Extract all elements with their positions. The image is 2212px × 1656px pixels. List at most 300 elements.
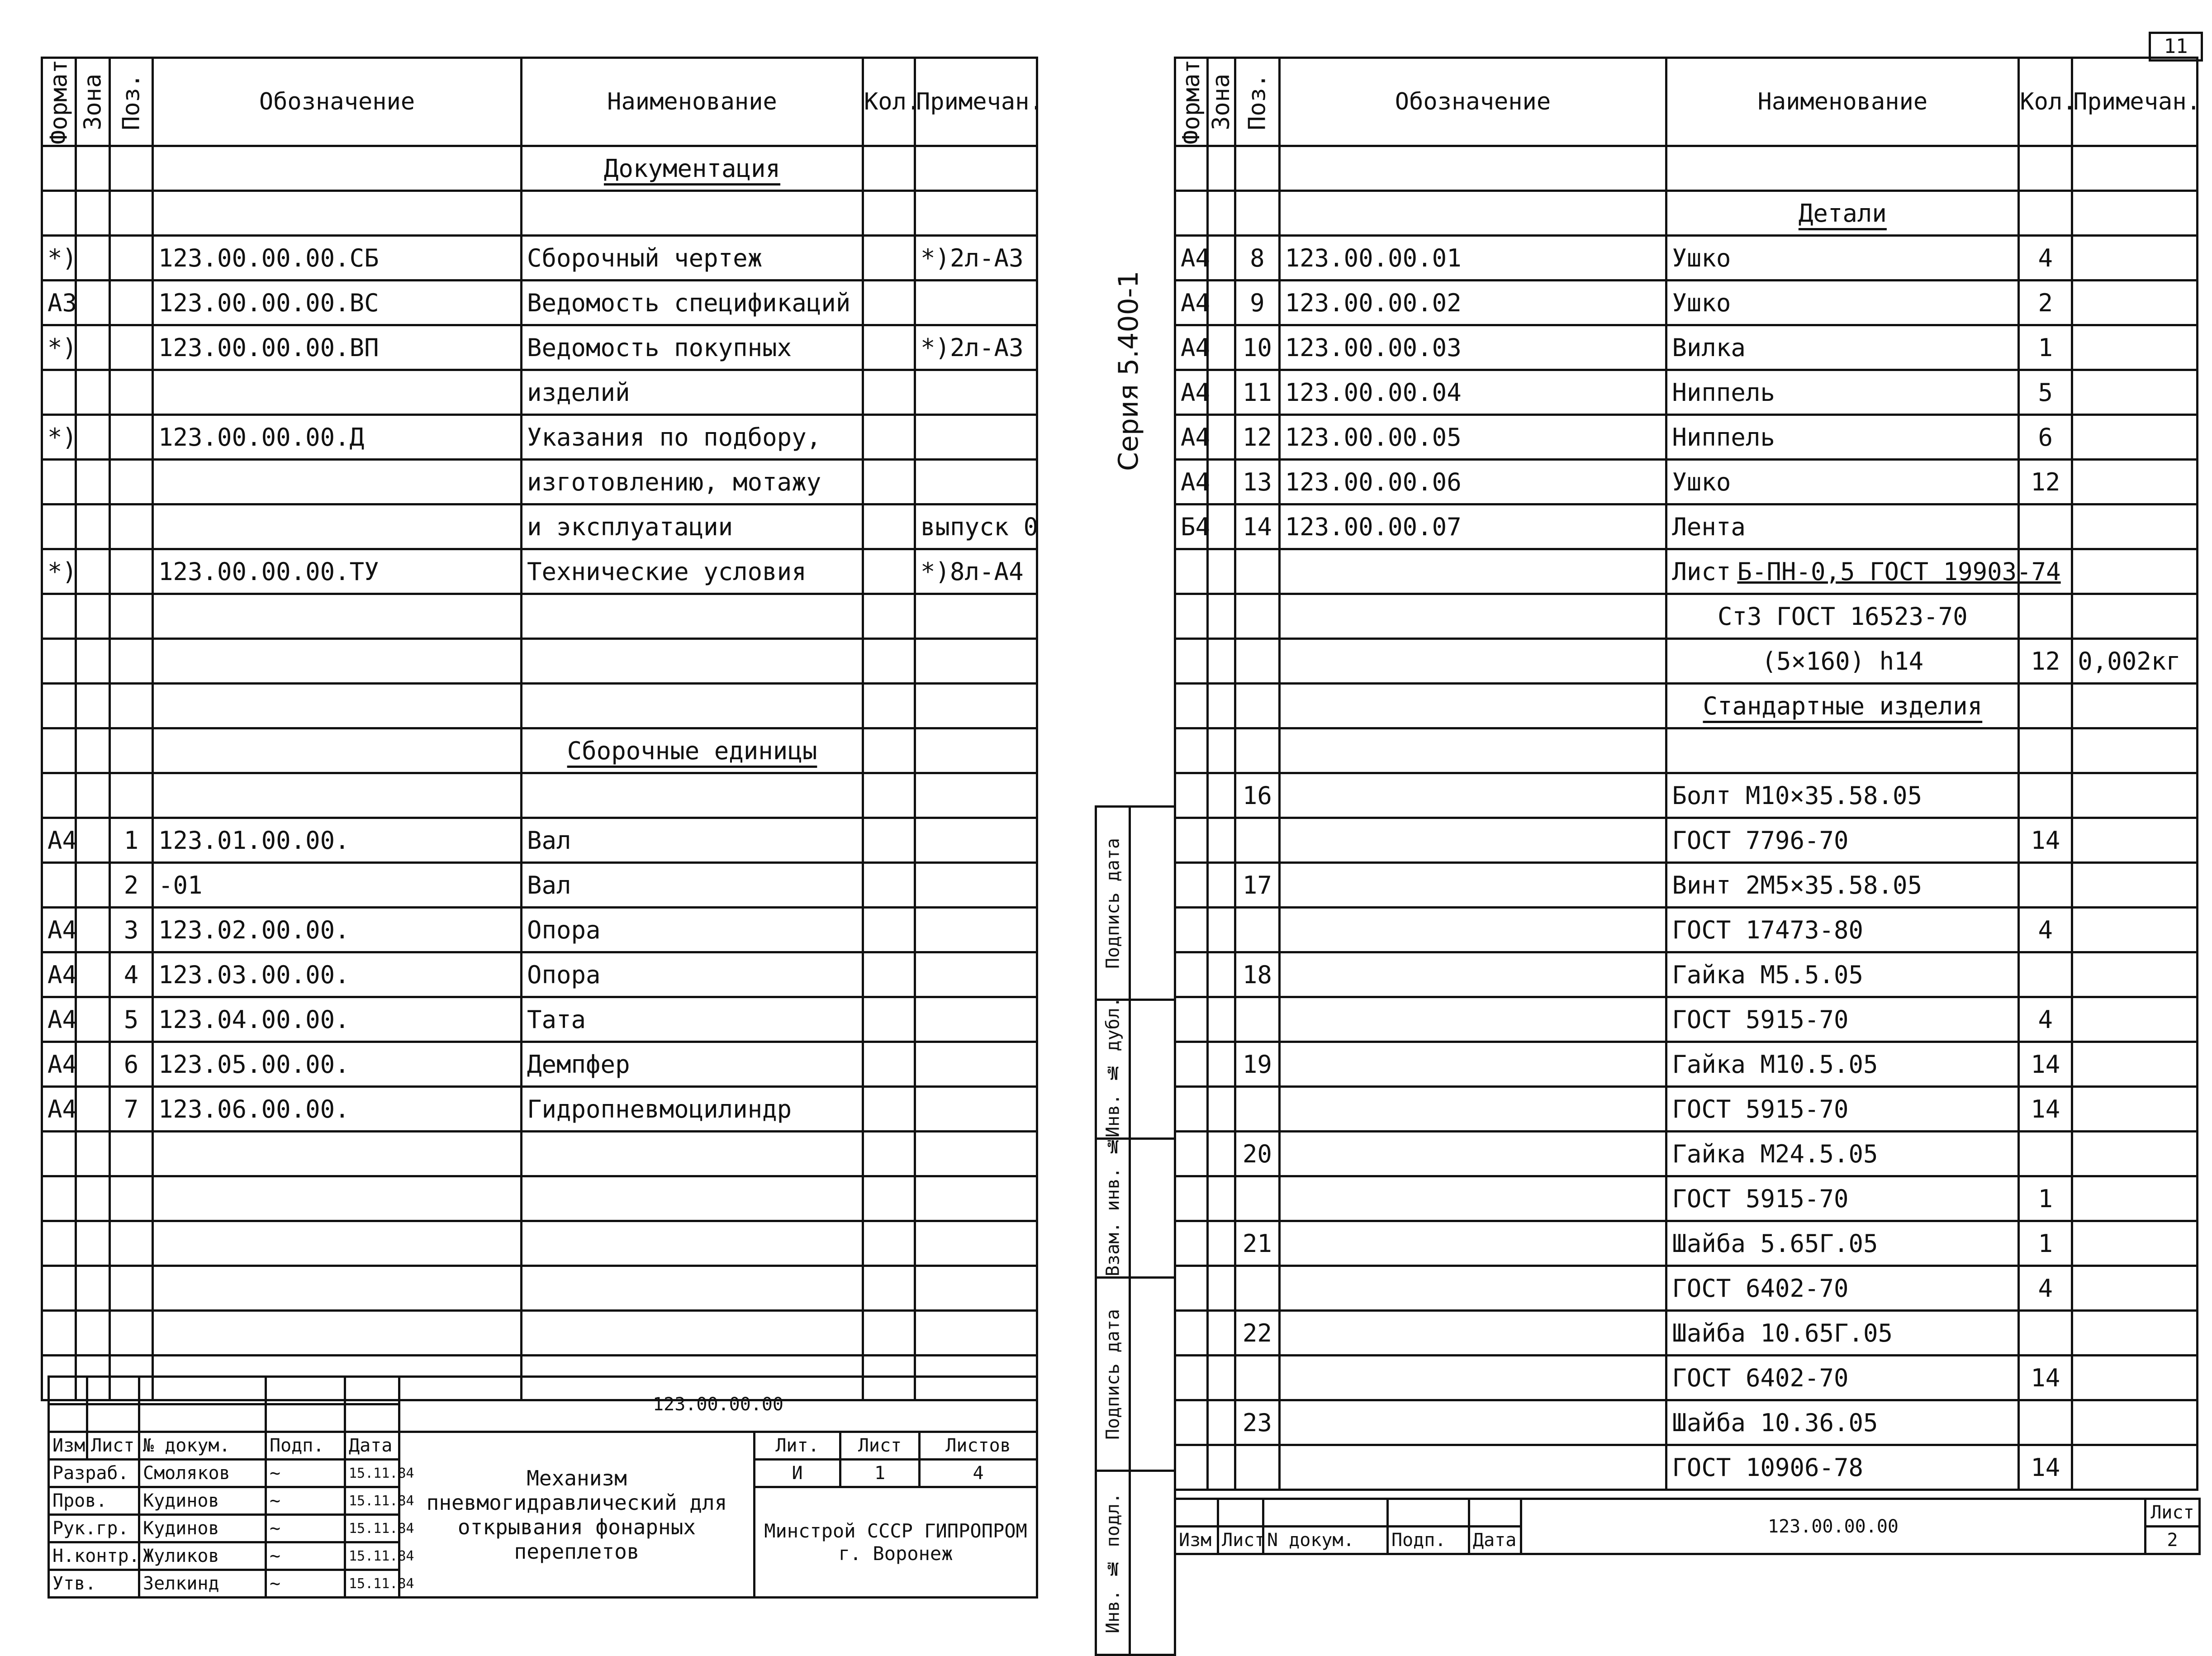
designation-cell (1279, 1266, 1666, 1311)
section-parts-title: Детали (1666, 191, 2019, 236)
qty-cell (863, 549, 915, 594)
designation-cell: 123.02.00.00. (153, 908, 522, 952)
name-cell: ГОСТ 6402-70 (1666, 1356, 2019, 1400)
table-row (1175, 908, 2198, 952)
zone-cell (1207, 1176, 1235, 1221)
empty-cell (915, 146, 1037, 191)
empty-cell (1175, 684, 1208, 728)
empty-row (42, 639, 1037, 684)
pos-cell: 5 (110, 997, 153, 1042)
designation-cell: 123.00.00.00.ТУ (153, 549, 522, 594)
tb-person: Зелкинд (139, 1570, 266, 1598)
material-line1: Б-ПН-0,5 ГОСТ 19903-74 (1737, 557, 2061, 586)
empty-cell (915, 728, 1037, 773)
material-line2: Ст3 ГОСТ 16523-70 (1666, 594, 2019, 639)
empty-cell (1207, 146, 1235, 191)
empty-cell (1207, 594, 1235, 639)
name-cell: Технические условия (522, 549, 863, 594)
name-cell: Ушко (1666, 460, 2019, 504)
zone-cell (1207, 863, 1235, 908)
empty-cell (2019, 684, 2072, 728)
qty-cell (2019, 1132, 2072, 1176)
pos-header: Поз. (1235, 58, 1279, 146)
empty-cell (2072, 191, 2198, 236)
pos-cell (1235, 908, 1279, 952)
note-cell: *)2л-А3 (915, 325, 1037, 370)
format-cell (1175, 1356, 1208, 1400)
pos-cell: 16 (1235, 773, 1279, 818)
empty-cell (42, 773, 76, 818)
format-cell: А4 (42, 952, 76, 997)
tb-date: 15.11.84 (345, 1487, 399, 1515)
qty-cell (863, 1087, 915, 1132)
empty-cell (1235, 549, 1279, 594)
empty-row (1175, 728, 2198, 773)
zone-cell (76, 952, 110, 997)
zone-cell (1207, 952, 1235, 997)
pos-cell (1235, 818, 1279, 863)
zone-cell (76, 549, 110, 594)
footer-col-list: Лист (1218, 1527, 1263, 1554)
pos-cell (1235, 1266, 1279, 1311)
empty-row (42, 594, 1037, 639)
name-cell: Ушко (1666, 281, 2019, 325)
table-row (1175, 1042, 2198, 1087)
zone-cell (1207, 1042, 1235, 1087)
note-cell: выпуск 0 (915, 504, 1037, 549)
name-cell: Вал (522, 863, 863, 908)
table-row (1175, 1356, 2198, 1400)
pos-cell: 21 (1235, 1221, 1279, 1266)
table-row (42, 1087, 1037, 1132)
tb-date: 15.11.84 (345, 1515, 399, 1542)
zone-cell (1207, 1356, 1235, 1400)
pos-cell: 1 (110, 818, 153, 863)
title-block-title: Механизм пневмогидравлический для открывания фонарных переплетов (399, 1432, 755, 1598)
designation-cell (1279, 863, 1666, 908)
format-cell (1175, 1087, 1208, 1132)
qty-cell: 1 (2019, 1176, 2072, 1221)
qty-cell (863, 325, 915, 370)
note-cell (2072, 1221, 2198, 1266)
note-cell (2072, 997, 2198, 1042)
table-row (42, 1042, 1037, 1087)
pos-cell: 19 (1235, 1042, 1279, 1087)
empty-cell (522, 773, 863, 818)
note-cell (915, 997, 1037, 1042)
empty-cell (1235, 684, 1279, 728)
side-label: Инв. № подл. (1096, 1471, 1130, 1655)
designation-cell (1279, 1356, 1666, 1400)
empty-cell (2019, 191, 2072, 236)
zone-cell (1207, 281, 1235, 325)
zone-cell (76, 908, 110, 952)
name-cell: Демпфер (522, 1042, 863, 1087)
tb-role: Пров. (49, 1487, 139, 1515)
note-cell (915, 281, 1037, 325)
designation-cell (1279, 1042, 1666, 1087)
designation-cell (1279, 1132, 1666, 1176)
format-cell (1175, 1176, 1208, 1221)
section-row (1175, 684, 2198, 728)
zone-cell (1207, 370, 1235, 415)
note-cell (915, 1042, 1037, 1087)
empty-cell (863, 639, 915, 684)
note-header: Примечан. (915, 58, 1037, 146)
table-row (42, 415, 1037, 460)
qty-cell (863, 281, 915, 325)
qty-cell (863, 1042, 915, 1087)
empty-cell (153, 1176, 522, 1221)
empty-cell (915, 639, 1037, 684)
designation-cell: 123.00.00.05 (1279, 415, 1666, 460)
footer-sheet-label: Лист (2146, 1499, 2200, 1527)
name-cell: Тата (522, 997, 863, 1042)
format-cell (1175, 1311, 1208, 1356)
empty-cell (915, 773, 1037, 818)
empty-cell (863, 773, 915, 818)
empty-cell (42, 1176, 76, 1221)
left-spec-table (41, 57, 1044, 1401)
designation-cell: 123.00.00.07 (1279, 504, 1666, 549)
empty-row (42, 1132, 1037, 1176)
tb-person: Кудинов (139, 1487, 266, 1515)
table-row (1175, 1266, 2198, 1311)
zone-cell (76, 460, 110, 504)
note-cell (2072, 818, 2198, 863)
pos-cell: 22 (1235, 1311, 1279, 1356)
table-row (42, 504, 1037, 549)
empty-cell (153, 1311, 522, 1356)
format-cell (42, 863, 76, 908)
note-cell (2072, 773, 2198, 818)
empty-cell (863, 728, 915, 773)
empty-row (1175, 146, 2198, 191)
pos-cell: 17 (1235, 863, 1279, 908)
empty-cell (2072, 684, 2198, 728)
format-cell (42, 504, 76, 549)
empty-cell (1235, 191, 1279, 236)
designation-cell: 123.04.00.00. (153, 997, 522, 1042)
format-cell: А4 (1175, 325, 1208, 370)
empty-cell (153, 594, 522, 639)
name-cell: Сборочный чертеж (522, 236, 863, 281)
empty-cell (522, 1132, 863, 1176)
table-row (1175, 1311, 2198, 1356)
left-sheet (0, 0, 1044, 1627)
table-row (42, 952, 1037, 997)
pos-cell (1235, 997, 1279, 1042)
designation-cell: 123.01.00.00. (153, 818, 522, 863)
empty-cell (42, 191, 76, 236)
qty-cell (2019, 863, 2072, 908)
title-block-org: Минстрой СССР ГИПРОПРОМ г. Воронеж (755, 1487, 1037, 1598)
designation-header: Обозначение (1279, 58, 1666, 146)
name-cell: Гайка М5.5.05 (1666, 952, 2019, 997)
empty-cell (1279, 684, 1666, 728)
zone-cell (1207, 773, 1235, 818)
empty-cell (42, 594, 76, 639)
empty-cell (1279, 594, 1666, 639)
tb-sheet-label: Лист (840, 1432, 920, 1460)
qty-cell (863, 952, 915, 997)
zone-cell (1207, 325, 1235, 370)
table-row (42, 460, 1037, 504)
empty-cell (522, 1266, 863, 1311)
designation-cell (1279, 1221, 1666, 1266)
zone-cell (1207, 1266, 1235, 1311)
zone-cell (76, 281, 110, 325)
pos-cell (110, 281, 153, 325)
name-cell: Ниппель (1666, 370, 2019, 415)
qty-header: Кол. (2019, 58, 2072, 146)
name-cell: Винт 2М5×35.58.05 (1666, 863, 2019, 908)
empty-cell (863, 1176, 915, 1221)
empty-row (42, 1311, 1037, 1356)
table-row (1175, 325, 2198, 370)
empty-cell (153, 1221, 522, 1266)
zone-cell (1207, 236, 1235, 281)
empty-cell (915, 1132, 1037, 1176)
designation-cell (1279, 773, 1666, 818)
empty-cell (1175, 728, 1208, 773)
empty-cell (42, 728, 76, 773)
table-row (42, 818, 1037, 863)
designation-cell: 123.00.00.01 (1279, 236, 1666, 281)
tb-person: Смоляков (139, 1460, 266, 1487)
name-cell: изделий (522, 370, 863, 415)
format-cell (42, 460, 76, 504)
empty-cell (863, 1221, 915, 1266)
note-cell (915, 863, 1037, 908)
note-cell (2072, 1132, 2198, 1176)
empty-cell (2072, 549, 2198, 594)
name-cell: ГОСТ 7796-70 (1666, 818, 2019, 863)
empty-cell (110, 773, 153, 818)
designation-cell (153, 504, 522, 549)
empty-cell (1207, 639, 1235, 684)
empty-cell (522, 191, 863, 236)
name-cell: Вал (522, 818, 863, 863)
name-cell: ГОСТ 6402-70 (1666, 1266, 2019, 1311)
empty-cell (1279, 639, 1666, 684)
empty-cell (522, 1311, 863, 1356)
empty-cell (1175, 549, 1208, 594)
table-row (1175, 1221, 2198, 1266)
right-footer-block (1174, 1498, 2201, 1555)
format-cell: А4 (1175, 236, 1208, 281)
table-row (1175, 370, 2198, 415)
tb-sheets: 4 (920, 1460, 1037, 1487)
section-row (1175, 191, 2198, 236)
zone-cell (1207, 1221, 1235, 1266)
pos-cell: 20 (1235, 1132, 1279, 1176)
right-sheet (1095, 0, 2212, 1633)
table-row (1175, 818, 2198, 863)
format-cell (1175, 1400, 1208, 1445)
qty-cell (863, 997, 915, 1042)
tb-sheets-label: Листов (920, 1432, 1037, 1460)
empty-cell (76, 146, 110, 191)
format-cell (1175, 1042, 1208, 1087)
format-cell: *) (42, 236, 76, 281)
empty-cell (1279, 191, 1666, 236)
empty-cell (2019, 146, 2072, 191)
format-cell (1175, 908, 1208, 952)
empty-cell (863, 1311, 915, 1356)
empty-cell (110, 191, 153, 236)
qty-header: Кол. (863, 58, 915, 146)
note-cell (2072, 325, 2198, 370)
qty-cell: 4 (2019, 997, 2072, 1042)
qty-cell (2019, 952, 2072, 997)
empty-cell (915, 1311, 1037, 1356)
designation-cell: -01 (153, 863, 522, 908)
empty-cell (76, 1176, 110, 1221)
qty-cell (863, 460, 915, 504)
note-cell (915, 952, 1037, 997)
designation-cell (1279, 818, 1666, 863)
section-row (42, 146, 1037, 191)
table-row (42, 236, 1037, 281)
qty-cell (863, 415, 915, 460)
name-cell: Гайка М24.5.05 (1666, 1132, 2019, 1176)
table-row (1175, 1087, 2198, 1132)
pos-cell (110, 325, 153, 370)
empty-cell (1175, 594, 1208, 639)
empty-cell (522, 1176, 863, 1221)
tb-role: Утв. (49, 1570, 139, 1598)
empty-cell (915, 1221, 1037, 1266)
qty-cell: 14 (2019, 1445, 2072, 1490)
qty-cell: 1 (2019, 1221, 2072, 1266)
note-cell (915, 1087, 1037, 1132)
format-cell: А3 (42, 281, 76, 325)
tb-role: Разраб. (49, 1460, 139, 1487)
qty-cell (2019, 1311, 2072, 1356)
name-cell: ГОСТ 10906-78 (1666, 1445, 2019, 1490)
designation-cell (1279, 1445, 1666, 1490)
tb-role: Рук.гр. (49, 1515, 139, 1542)
empty-cell (153, 1266, 522, 1311)
designation-cell: 123.00.00.06 (1279, 460, 1666, 504)
empty-cell (76, 1132, 110, 1176)
tb-signature: ~ (266, 1542, 345, 1570)
designation-cell: 123.06.00.00. (153, 1087, 522, 1132)
qty-cell: 1 (2019, 325, 2072, 370)
zone-cell (1207, 504, 1235, 549)
note-cell (2072, 952, 2198, 997)
designation-cell: 123.00.00.04 (1279, 370, 1666, 415)
empty-cell (1175, 146, 1208, 191)
empty-cell (76, 594, 110, 639)
empty-row (42, 773, 1037, 818)
table-row (1175, 504, 2198, 549)
empty-cell (42, 1311, 76, 1356)
empty-cell (1279, 146, 1666, 191)
note-cell: *)2л-А3 (915, 236, 1037, 281)
empty-cell (1175, 191, 1208, 236)
tb-col-izm: Изм (49, 1432, 87, 1460)
empty-cell (153, 1132, 522, 1176)
empty-cell (1235, 639, 1279, 684)
tb-date: 15.11.84 (345, 1570, 399, 1598)
zone-cell (76, 504, 110, 549)
name-cell: Шайба 10.65Г.05 (1666, 1311, 2019, 1356)
table-row (1175, 773, 2198, 818)
empty-cell (2072, 728, 2198, 773)
empty-cell (76, 684, 110, 728)
note-cell (915, 415, 1037, 460)
format-header: Формат (42, 58, 76, 146)
designation-cell (1279, 1400, 1666, 1445)
format-cell (1175, 1221, 1208, 1266)
material-row (1175, 549, 2198, 594)
side-label: Взам. инв. № (1096, 1139, 1130, 1278)
pos-cell (1235, 1445, 1279, 1490)
empty-row (42, 191, 1037, 236)
format-cell (1175, 1445, 1208, 1490)
designation-cell: 123.00.00.02 (1279, 281, 1666, 325)
designation-cell (1279, 997, 1666, 1042)
tb-person: Кудинов (139, 1515, 266, 1542)
tb-signature: ~ (266, 1460, 345, 1487)
qty-cell: 4 (2019, 236, 2072, 281)
empty-cell (1207, 684, 1235, 728)
note-cell (915, 370, 1037, 415)
pos-cell (110, 504, 153, 549)
empty-cell (42, 639, 76, 684)
pos-cell (110, 415, 153, 460)
table-row (1175, 1445, 2198, 1490)
table-row (1175, 1400, 2198, 1445)
table-row (42, 325, 1037, 370)
note-cell (2072, 1445, 2198, 1490)
material-qty: 12 (2019, 639, 2072, 684)
designation-cell: 123.00.00.00.ВП (153, 325, 522, 370)
designation-cell (153, 460, 522, 504)
qty-cell (2019, 1400, 2072, 1445)
empty-cell (76, 728, 110, 773)
note-cell (915, 460, 1037, 504)
note-cell (2072, 1400, 2198, 1445)
zone-cell (76, 997, 110, 1042)
name-cell: ГОСТ 5915-70 (1666, 1176, 2019, 1221)
side-label: Подпись дата (1096, 1278, 1130, 1471)
designation-cell: 123.05.00.00. (153, 1042, 522, 1087)
designation-cell: 123.00.00.03 (1279, 325, 1666, 370)
section-assembly-title: Сборочные единицы (522, 728, 863, 773)
format-cell (1175, 997, 1208, 1042)
empty-row (42, 684, 1037, 728)
qty-cell: 5 (2019, 370, 2072, 415)
pos-cell: 11 (1235, 370, 1279, 415)
qty-cell: 14 (2019, 1356, 2072, 1400)
table-row (1175, 997, 2198, 1042)
qty-cell (863, 504, 915, 549)
empty-cell (2019, 728, 2072, 773)
tb-col-list: Лист (87, 1432, 139, 1460)
empty-cell (110, 1311, 153, 1356)
tb-signature: ~ (266, 1515, 345, 1542)
designation-cell: 123.03.00.00. (153, 952, 522, 997)
empty-cell (1175, 639, 1208, 684)
empty-cell (1666, 146, 2019, 191)
designation-cell (153, 370, 522, 415)
empty-cell (110, 1221, 153, 1266)
left-title-block (47, 1375, 1038, 1599)
tb-lit: И (755, 1460, 840, 1487)
